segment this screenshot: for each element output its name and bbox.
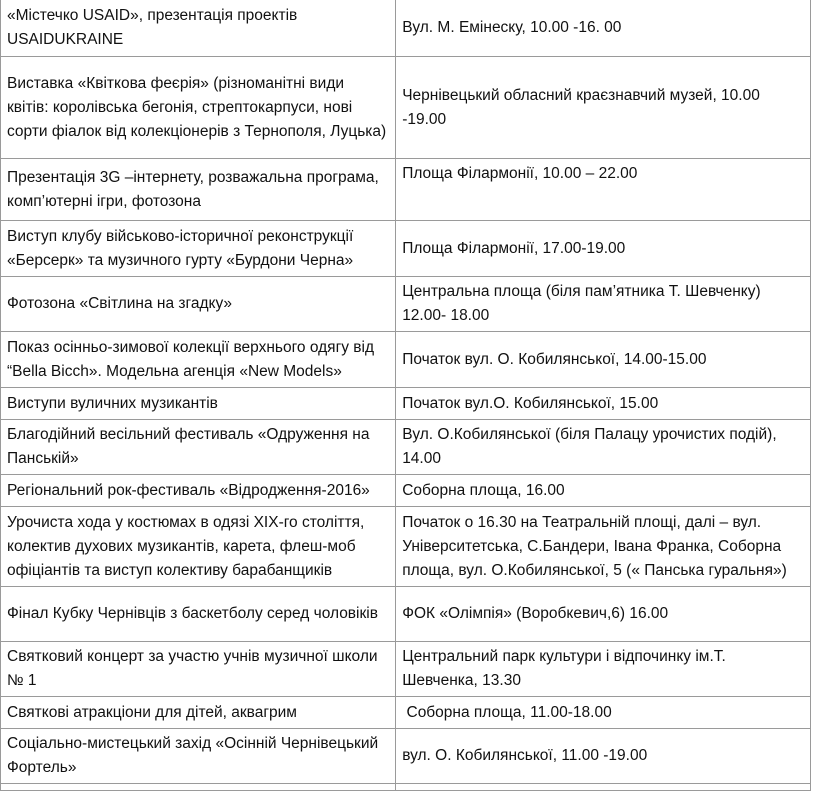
- place-time-cell: Чернівецький обласний краєзнавчий музей, 10.00 -19.00: [396, 57, 811, 159]
- event-cell: Показ осінньо-зимової колекції верхнього одягу від “Bella Bicch». Модельна агенція «New Models»: [1, 332, 396, 388]
- table-row: [1, 475, 811, 507]
- events-table-body: [1, 0, 811, 791]
- place-time-cell: Початок вул.О. Кобилянської, 15.00: [396, 388, 811, 420]
- event-cell: Святковий концерт за участю учнів музичної школи № 1: [1, 642, 396, 697]
- place-time-cell: Площа Філармонії, 10.00 – 22.00: [396, 159, 811, 221]
- table-row: [1, 420, 811, 475]
- event-cell: Соціально-мистецький захід «Осінній Чернівецький Фортель»: [1, 729, 396, 784]
- event-cell: Фотозона «Світлина на згадку»: [1, 277, 396, 332]
- place-time-cell: Центральний парк культури і відпочинку ім.Т. Шевченка, 13.30: [396, 642, 811, 697]
- place-time-cell: Вул. М. Емінеску, 10.00 -16. 00: [396, 0, 811, 57]
- table-row: [1, 729, 811, 784]
- place-time-cell: Початок о 16.30 на Театральній площі, далі – вул. Університетська, С.Бандери, Івана Франка, Соборна площа, вул. О.Кобилянської, 5 (« Панська гуральня»): [396, 507, 811, 587]
- table-row: [1, 697, 811, 729]
- empty-cell: [396, 784, 811, 791]
- table-row: [1, 332, 811, 388]
- place-time-cell: вул. О. Кобилянської, 11.00 -19.00: [396, 729, 811, 784]
- table-row: [1, 57, 811, 159]
- place-time-cell: Центральна площа (біля пам’ятника Т. Шевченку) 12.00- 18.00: [396, 277, 811, 332]
- empty-cell: [1, 784, 396, 791]
- event-cell: Урочиста хода у костюмах в одязі ХІХ-го століття, колектив духових музикантів, карета, флеш-моб офіціантів та виступ колективу барабанщиків: [1, 507, 396, 587]
- event-cell: Виставка «Квіткова феєрія» (різноманітні види квітів: королівська бегонія, стрептокарпуси, нові сорти фіалок від колекціонерів з Тернополя, Луцька): [1, 57, 396, 159]
- event-cell: Святкові атракціони для дітей, аквагрим: [1, 697, 396, 729]
- place-time-cell: ФОК «Олімпія» (Воробкевич,6) 16.00: [396, 587, 811, 642]
- table-row-partial: [1, 784, 811, 791]
- place-time-cell: Початок вул. О. Кобилянської, 14.00-15.00: [396, 332, 811, 388]
- place-time-cell: Соборна площа, 11.00-18.00: [396, 697, 811, 729]
- event-cell: Виступ клубу військово-історичної реконструкції «Берсерк» та музичного гурту «Бурдони Черна»: [1, 221, 396, 277]
- event-cell: Благодійний весільний фестиваль «Одруження на Панській»: [1, 420, 396, 475]
- event-cell: Виступи вуличних музикантів: [1, 388, 396, 420]
- place-time-cell: Вул. О.Кобилянської (біля Палацу урочистих подій), 14.00: [396, 420, 811, 475]
- table-row: [1, 507, 811, 587]
- table-row: [1, 159, 811, 221]
- place-time-cell: Соборна площа, 16.00: [396, 475, 811, 507]
- table-row: [1, 0, 811, 57]
- table-row: [1, 642, 811, 697]
- table-row: [1, 221, 811, 277]
- place-time-cell: Площа Філармонії, 17.00-19.00: [396, 221, 811, 277]
- table-row: [1, 388, 811, 420]
- event-cell: Регіональний рок-фестиваль «Відродження-2016»: [1, 475, 396, 507]
- event-cell: Презентація 3G –інтернету, розважальна програма, комп’ютерні ігри, фотозона: [1, 159, 396, 221]
- event-cell: «Містечко USAID», презентація проектів USAIDUKRAINE: [1, 0, 396, 57]
- table-row: [1, 277, 811, 332]
- event-cell: Фінал Кубку Чернівців з баскетболу серед чоловіків: [1, 587, 396, 642]
- table-row: [1, 587, 811, 642]
